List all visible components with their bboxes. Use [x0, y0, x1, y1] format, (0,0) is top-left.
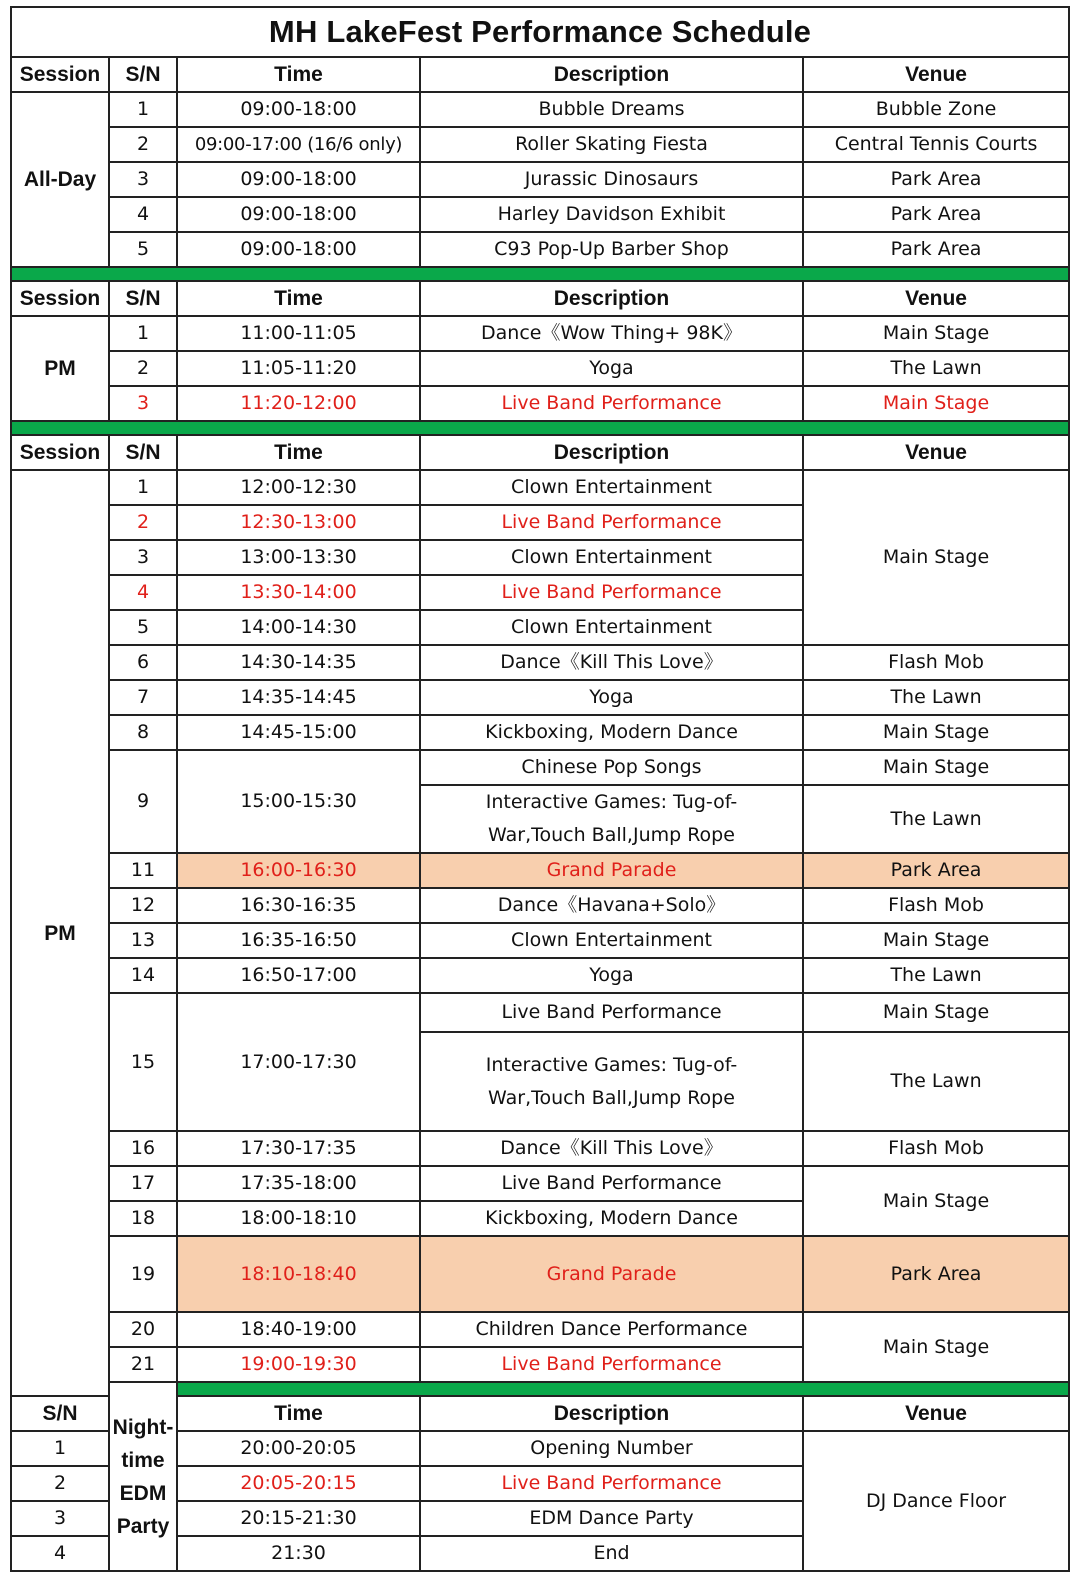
description-cell: Dance《Kill This Love》	[420, 1131, 803, 1166]
table-row-highlighted	[11, 853, 1069, 888]
page-title: MH LakeFest Performance Schedule	[11, 7, 1069, 57]
venue-cell: The Lawn	[803, 680, 1069, 715]
table-row	[11, 92, 1069, 127]
time-cell: 15:00-15:30	[177, 750, 420, 853]
header-session: Session	[11, 57, 109, 92]
table-row	[11, 351, 1069, 386]
session-pm: PM	[11, 470, 109, 1396]
header-time: Time	[177, 1396, 420, 1431]
sn-cell: 1	[109, 470, 177, 505]
venue-cell: Flash Mob	[803, 888, 1069, 923]
description-cell: Yoga	[420, 351, 803, 386]
description-cell: Bubble Dreams	[420, 92, 803, 127]
header-sn: S/N	[109, 57, 177, 92]
sn-cell: 6	[109, 645, 177, 680]
time-cell: 17:30-17:35	[177, 1131, 420, 1166]
time-cell: 21:30	[177, 1536, 420, 1571]
schedule-table	[10, 6, 1070, 1572]
venue-cell: Bubble Zone	[803, 92, 1069, 127]
sn-cell: 1	[11, 1431, 109, 1466]
table-row	[11, 1312, 1069, 1347]
table-row	[11, 993, 1069, 1032]
table-row-highlighted	[11, 1236, 1069, 1269]
sn-cell: 1	[109, 316, 177, 351]
table-row	[11, 127, 1069, 162]
description-cell: Clown Entertainment	[420, 470, 803, 505]
venue-cell: Main Stage	[803, 923, 1069, 958]
venue-cell: Park Area	[803, 232, 1069, 267]
description-cell: Live Band Performance	[420, 1347, 803, 1382]
sn-cell: 3	[109, 540, 177, 575]
venue-cell: DJ Dance Floor	[803, 1431, 1069, 1571]
description-cell: EDM Dance Party	[420, 1501, 803, 1536]
time-cell: 09:00-18:00	[177, 197, 420, 232]
description-cell: Live Band Performance	[420, 505, 803, 540]
venue-cell: The Lawn	[803, 785, 1069, 853]
session-allday: All-Day	[11, 92, 109, 267]
sn-cell: 5	[109, 610, 177, 645]
sn-cell: 2	[109, 351, 177, 386]
time-cell: 18:40-19:00	[177, 1312, 420, 1347]
description-cell: Live Band Performance	[420, 993, 803, 1032]
venue-cell: Main Stage	[803, 1166, 1069, 1236]
sn-cell: 3	[109, 162, 177, 197]
time-cell: 12:30-13:00	[177, 505, 420, 540]
venue-cell: Main Stage	[803, 993, 1069, 1032]
table-row	[11, 1131, 1069, 1166]
table-row	[11, 645, 1069, 680]
sn-cell: 4	[11, 1536, 109, 1571]
header-venue: Venue	[803, 281, 1069, 316]
description-cell: Chinese Pop Songs	[420, 750, 803, 785]
header-description: Description	[420, 1396, 803, 1431]
schedule-page	[10, 6, 1068, 1572]
venue-cell: The Lawn	[803, 1032, 1069, 1131]
table-row	[11, 470, 1069, 505]
venue-cell: Park Area	[803, 853, 1069, 888]
time-cell: 17:35-18:00	[177, 1166, 420, 1201]
venue-cell: Main Stage	[803, 316, 1069, 351]
table-row	[11, 958, 1069, 993]
session-night-line: EDM	[119, 1481, 167, 1505]
time-cell: 16:50-17:00	[177, 958, 420, 993]
sn-cell: 1	[109, 92, 177, 127]
session-night-line: Night-	[112, 1415, 174, 1439]
time-cell: 11:20-12:00	[177, 386, 420, 421]
table-row	[11, 1166, 1069, 1201]
description-cell: Dance《Havana+Solo》	[420, 888, 803, 923]
time-cell: 14:30-14:35	[177, 645, 420, 680]
time-cell: 16:00-16:30	[177, 853, 420, 888]
description-cell: Opening Number	[420, 1431, 803, 1466]
sn-cell: 16	[109, 1131, 177, 1166]
sn-cell: 8	[109, 715, 177, 750]
sn-cell: 2	[109, 127, 177, 162]
description-cell: Live Band Performance	[420, 1466, 803, 1501]
section-divider	[11, 267, 1069, 281]
header-time: Time	[177, 281, 420, 316]
time-cell: 11:05-11:20	[177, 351, 420, 386]
header-sn: S/N	[109, 281, 177, 316]
time-cell: 14:35-14:45	[177, 680, 420, 715]
time-cell: 18:10-18:40	[177, 1236, 420, 1312]
venue-cell: Flash Mob	[803, 1131, 1069, 1166]
time-cell: 19:00-19:30	[177, 1347, 420, 1382]
table-row	[11, 162, 1069, 197]
allday-header-row	[11, 57, 1069, 92]
header-time: Time	[177, 57, 420, 92]
header-description: Description	[420, 435, 803, 470]
sn-cell: 7	[109, 680, 177, 715]
header-description: Description	[420, 57, 803, 92]
sn-cell: 21	[109, 1347, 177, 1382]
time-cell: 17:00-17:30	[177, 993, 420, 1131]
time-cell: 13:00-13:30	[177, 540, 420, 575]
description-cell: Clown Entertainment	[420, 540, 803, 575]
description-cell: End	[420, 1536, 803, 1571]
table-row	[11, 715, 1069, 750]
sn-cell: 17	[109, 1166, 177, 1201]
sn-cell: 19	[109, 1236, 177, 1312]
sn-cell: 2	[11, 1466, 109, 1501]
time-cell: 20:15-21:30	[177, 1501, 420, 1536]
header-venue: Venue	[803, 435, 1069, 470]
time-cell: 11:00-11:05	[177, 316, 420, 351]
header-time: Time	[177, 435, 420, 470]
header-session: Session	[11, 435, 109, 470]
description-cell: Dance《Kill This Love》	[420, 645, 803, 680]
sn-cell: 18	[109, 1201, 177, 1236]
sn-cell: 15	[109, 993, 177, 1131]
table-row	[11, 316, 1069, 351]
session-night-edm	[109, 1382, 177, 1571]
table-row	[11, 888, 1069, 923]
description-cell: Yoga	[420, 680, 803, 715]
description-cell: Live Band Performance	[420, 575, 803, 610]
description-cell: Children Dance Performance	[420, 1312, 803, 1347]
section-divider	[11, 421, 1069, 435]
section-divider	[11, 1382, 1069, 1396]
header-sn: S/N	[11, 1396, 109, 1431]
sn-cell: 4	[109, 197, 177, 232]
description-cell: Grand Parade	[420, 853, 803, 888]
header-venue: Venue	[803, 57, 1069, 92]
description-cell: Roller Skating Fiesta	[420, 127, 803, 162]
description-cell: Clown Entertainment	[420, 610, 803, 645]
time-cell: 09:00-18:00	[177, 92, 420, 127]
venue-cell: Central Tennis Courts	[803, 127, 1069, 162]
sn-cell: 12	[109, 888, 177, 923]
time-cell: 14:00-14:30	[177, 610, 420, 645]
venue-cell: The Lawn	[803, 351, 1069, 386]
sn-cell: 9	[109, 750, 177, 853]
description-cell: Kickboxing, Modern Dance	[420, 715, 803, 750]
header-venue: Venue	[803, 1396, 1069, 1431]
sn-cell: 11	[109, 853, 177, 888]
time-cell: 09:00-18:00	[177, 232, 420, 267]
sn-cell: 3	[109, 386, 177, 421]
time-cell: 16:35-16:50	[177, 923, 420, 958]
session-night-line: Party	[116, 1514, 170, 1538]
description-cell: Grand Parade	[420, 1236, 803, 1312]
time-cell: 09:00-18:00	[177, 162, 420, 197]
pm2-header-row	[11, 435, 1069, 470]
time-cell: 09:00-17:00 (16/6 only)	[177, 127, 420, 162]
time-cell: 16:30-16:35	[177, 888, 420, 923]
venue-cell: The Lawn	[803, 958, 1069, 993]
time-cell: 20:00-20:05	[177, 1431, 420, 1466]
venue-cell: Flash Mob	[803, 645, 1069, 680]
header-description: Description	[420, 281, 803, 316]
description-cell: Interactive Games: Tug-of-War,Touch Ball,Jump Rope	[420, 1032, 803, 1131]
description-cell: C93 Pop-Up Barber Shop	[420, 232, 803, 267]
session-night-line: time	[121, 1448, 165, 1472]
time-cell: 14:45-15:00	[177, 715, 420, 750]
venue-cell: Main Stage	[803, 1312, 1069, 1382]
venue-cell: Park Area	[803, 162, 1069, 197]
table-row	[11, 232, 1069, 267]
sn-cell: 2	[109, 505, 177, 540]
description-cell: Interactive Games: Tug-of-War,Touch Ball,Jump Rope	[420, 785, 803, 853]
time-cell: 20:05-20:15	[177, 1466, 420, 1501]
header-session: Session	[11, 281, 109, 316]
time-cell: 13:30-14:00	[177, 575, 420, 610]
sn-cell: 4	[109, 575, 177, 610]
description-cell: Clown Entertainment	[420, 923, 803, 958]
time-cell: 18:00-18:10	[177, 1201, 420, 1236]
sn-cell: 14	[109, 958, 177, 993]
time-cell: 12:00-12:30	[177, 470, 420, 505]
venue-cell: Main Stage	[803, 470, 1069, 645]
description-cell: Jurassic Dinosaurs	[420, 162, 803, 197]
description-cell: Dance《Wow Thing+ 98K》	[420, 316, 803, 351]
venue-cell: Park Area	[803, 1236, 1069, 1312]
sn-cell: 3	[11, 1501, 109, 1536]
sn-cell: 5	[109, 232, 177, 267]
venue-cell: Park Area	[803, 197, 1069, 232]
table-row	[11, 680, 1069, 715]
description-cell: Live Band Performance	[420, 386, 803, 421]
description-cell: Live Band Performance	[420, 1166, 803, 1201]
header-sn: S/N	[109, 435, 177, 470]
table-row	[11, 197, 1069, 232]
table-row	[11, 750, 1069, 785]
description-cell: Harley Davidson Exhibit	[420, 197, 803, 232]
venue-cell: Main Stage	[803, 386, 1069, 421]
pm1-header-row	[11, 281, 1069, 316]
venue-cell: Main Stage	[803, 715, 1069, 750]
table-row	[11, 923, 1069, 958]
session-pm: PM	[11, 316, 109, 421]
description-cell: Yoga	[420, 958, 803, 993]
description-cell: Kickboxing, Modern Dance	[420, 1201, 803, 1236]
sn-cell: 20	[109, 1312, 177, 1347]
table-row-highlighted	[11, 386, 1069, 421]
venue-cell: Main Stage	[803, 750, 1069, 785]
sn-cell: 13	[109, 923, 177, 958]
